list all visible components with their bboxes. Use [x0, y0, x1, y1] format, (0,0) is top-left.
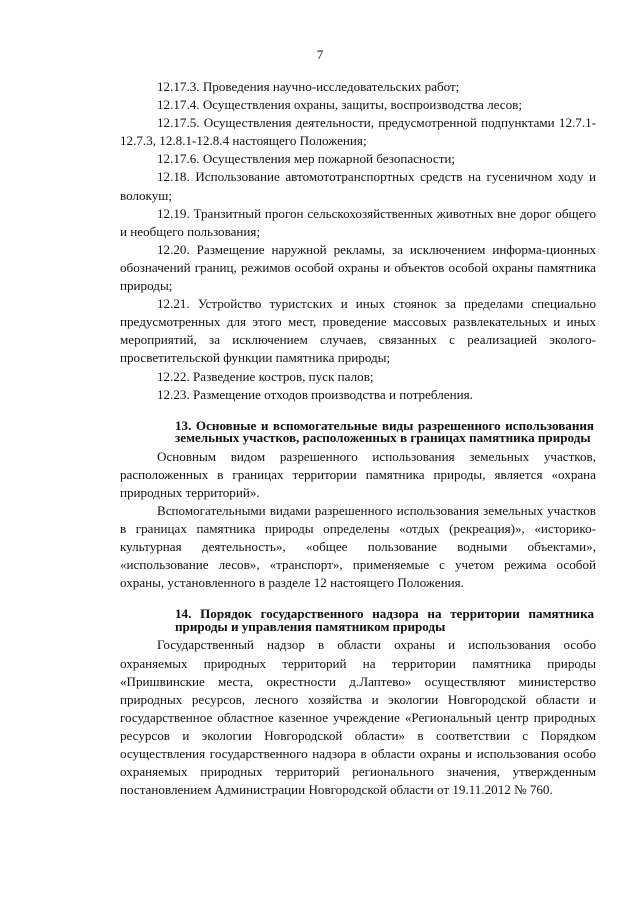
paragraph-12-23: 12.23. Размещение отходов производства и потребления. [157, 386, 473, 402]
section-13-heading: 13. Основные и вспомогательные виды разрешенного использования земельных участков, расположенных в границах памятника природы [175, 417, 594, 446]
paragraph-12-17-3: 12.17.3. Проведения научно-исследовательских работ; [157, 79, 460, 94]
section-14-heading: 14. Порядок государственного надзора на территории памятника природы и управления памятником природы [175, 606, 594, 634]
section-13-paragraph: Вспомогательными видами разрешенного использования земельных участков в границах памятника природы определены «отдых (рекреация)», «историко-культурная деятельность», «общее пользование водными объектами», «использование лесов», «транспорт», применяемые с учетом режима особой охраны, установленного в разделе 12 настоящего Положения. [120, 502, 596, 591]
paragraph-12-21: 12.21. Устройство туристских и иных стоянок за пределами специально предусмотренных для этого мест, проведение массовых развлекательных и иных мероприятий, за исключением случаев, связанных с реализацией эколого-просветительской функции памятника природы; [120, 296, 596, 366]
section-14-paragraph: Государственный надзор в области охраны и использования особо охраняемых природных территорий на территории памятника природы «Пришвинские места, окрестности д.Лаптево» осуществляют министерство природных ресурсов, лесного хозяйства и экологии Новгородской области и государственное областное казенное учреждение «Региональный центр природных ресурсов и экологии Новгородской области» в соответствии с Порядком осуществления государственного надзора в области охраны и использования особо охраняемых природных территорий регионального значения, утвержденным постановлением Администрации Новгородской области от 19.11.2012 № 760. [120, 637, 596, 798]
document-body [120, 78, 596, 799]
paragraph-12-18: 12.18. Использование автомототранспортных средств на гусеничном ходу и волокуш; [120, 169, 596, 203]
paragraph-12-19: 12.19. Транзитный прогон сельскохозяйственных животных вне дорог общего и необщего пользования; [120, 205, 596, 239]
page-number: 7 [316, 47, 324, 62]
paragraph-12-17-4: 12.17.4. Осуществления охраны, защиты, воспроизводства лесов; [157, 97, 522, 113]
section-13-paragraph: Основным видом разрешенного использования земельных участков, расположенных в границах территории памятника природы, является «охрана природных территорий». [120, 448, 596, 500]
paragraph-12-17-5: 12.17.5. Осуществления деятельности, предусмотренной подпунктами 12.7.1-12.7.3, 12.8.1-12.8.4 настоящего Положения; [120, 115, 596, 149]
paragraph-12-22: 12.22. Разведение костров, пуск палов; [157, 368, 374, 384]
paragraph-12-20: 12.20. Размещение наружной рекламы, за исключением информа-ционных обозначений границ, режимов особой охраны и объектов особой охраны памятника природы; [120, 241, 596, 294]
paragraph-12-17-6: 12.17.6. Осуществления мер пожарной безопасности; [157, 151, 456, 167]
